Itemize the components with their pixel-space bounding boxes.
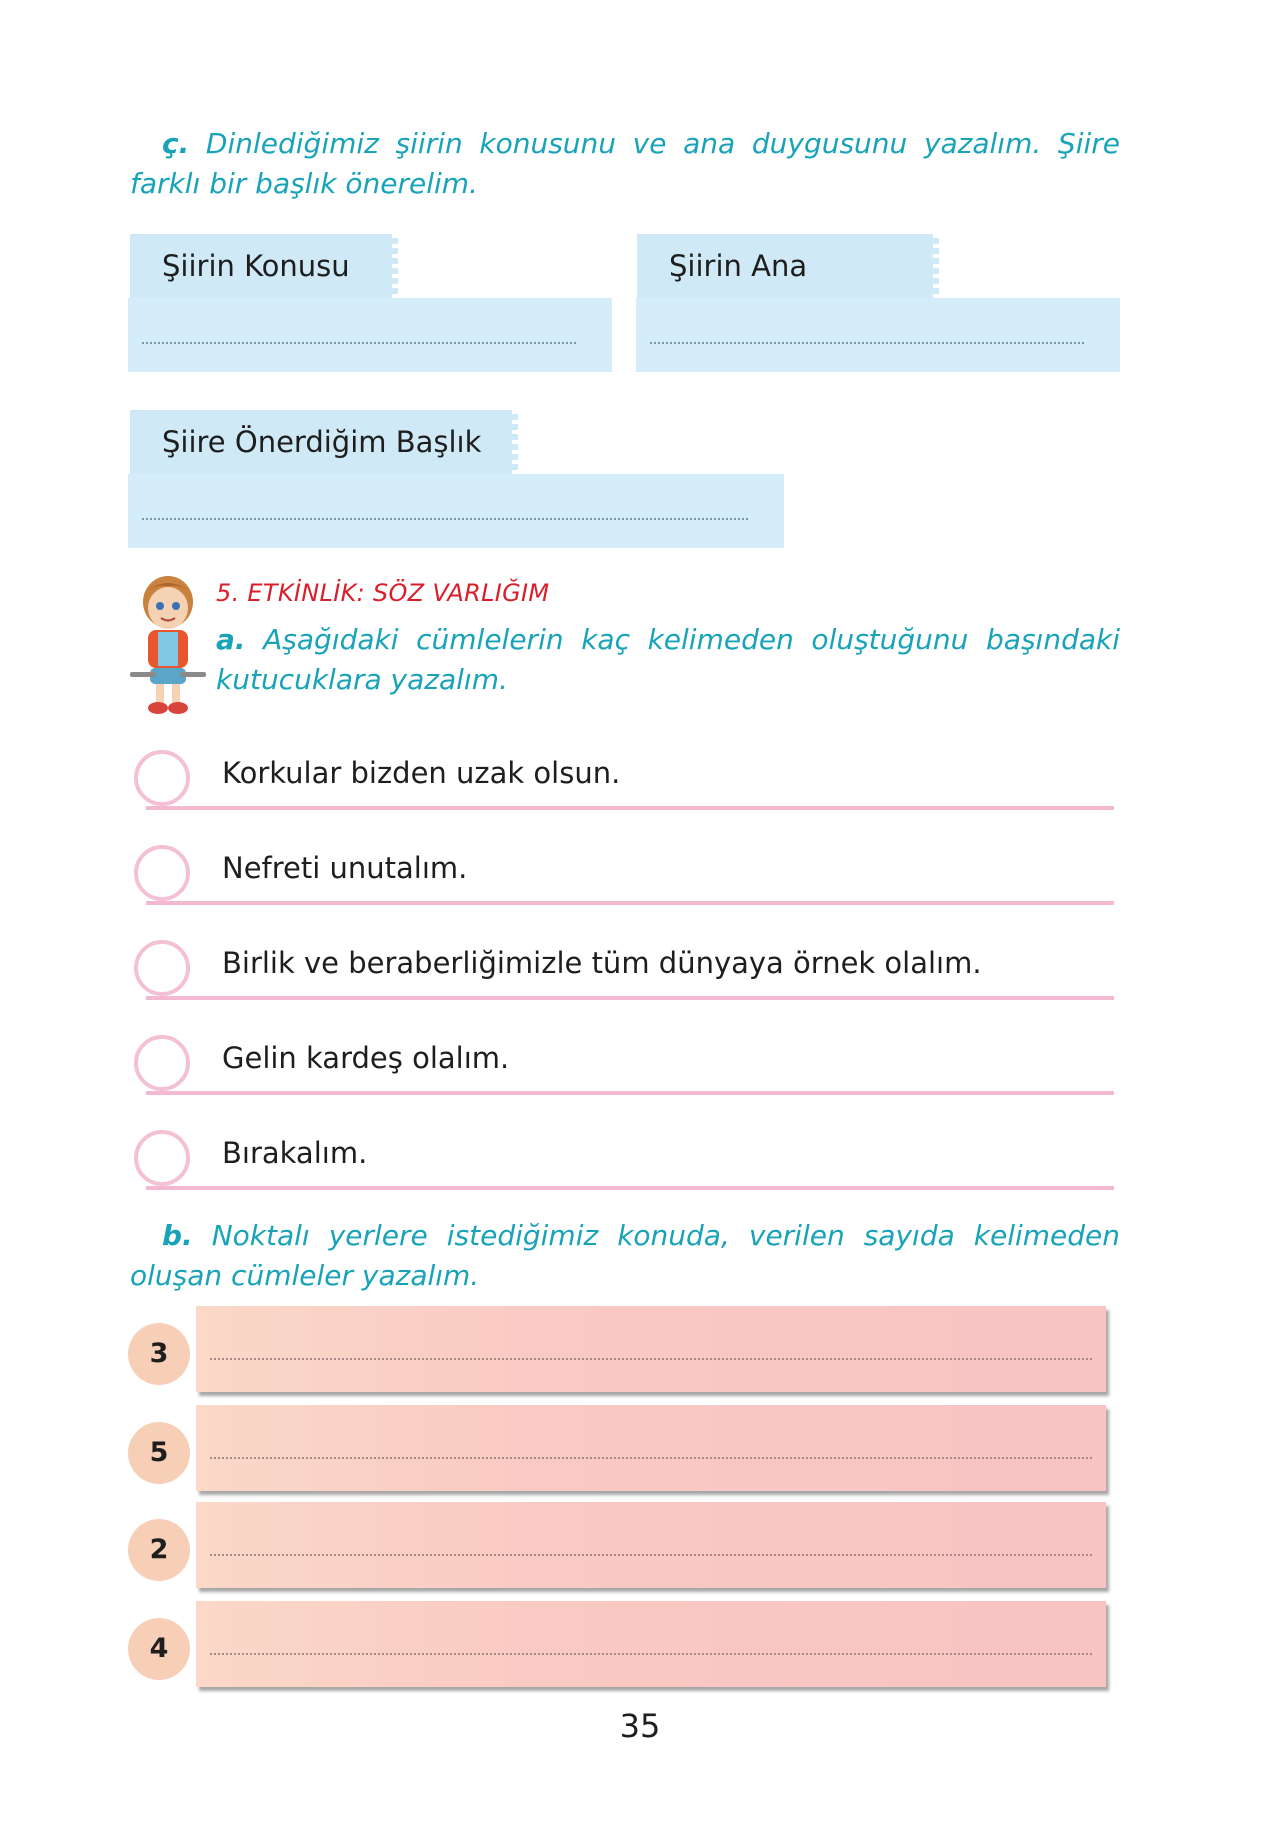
sentence-text: Gelin kardeş olalım. [222,1041,510,1075]
instruction-c-letter: ç. [162,127,190,160]
sentence-row [134,1035,1114,1095]
instruction-b [130,1216,1120,1296]
sentence-answer-box[interactable] [196,1306,1106,1392]
instruction-a-letter: a. [216,623,246,656]
word-count-circle[interactable] [134,940,190,996]
sentence-answer-box[interactable] [196,1502,1106,1588]
word-count-circle[interactable] [134,750,190,806]
instruction-a-text: Aşağıdaki cümlelerin kaç kelimeden oluştuğunu başındaki kutucuklara yazalım. [216,623,1120,696]
sentence-text: Bırakalım. [222,1136,368,1170]
instruction-a [216,620,1120,700]
instruction-c-text: Dinlediğimiz şiirin konusunu ve ana duygusunu yazalım. Şiire farklı bir başlık önerelim. [130,127,1120,200]
dotted-line [210,1554,1092,1556]
dotted-line [650,342,1084,344]
underline [146,806,1114,810]
label-title: Şiire Önerdiğim Başlık [130,410,512,474]
sentence-text: Birlik ve beraberliğimizle tüm dünyaya örnek olalım. [222,946,982,980]
answer-box-subject[interactable] [128,298,612,372]
word-count-badge: 2 [128,1519,190,1581]
word-count-circle[interactable] [134,1130,190,1186]
answer-box-title[interactable] [128,474,784,548]
sentence-row [134,940,1114,1000]
underline [146,1186,1114,1190]
sentence-row [134,750,1114,810]
dotted-line [142,342,576,344]
word-count-circle[interactable] [134,1035,190,1091]
sentence-text: Nefreti unutalım. [222,851,468,885]
answer-box-emotion[interactable] [636,298,1120,372]
instruction-c [130,124,1120,204]
sentence-writing-row [128,1306,1106,1396]
underline [146,901,1114,905]
sentence-writing-row [128,1405,1106,1495]
word-count-badge: 3 [128,1323,190,1385]
word-count-badge: 5 [128,1422,190,1484]
child-illustration [126,572,210,718]
underline [146,996,1114,1000]
sentence-row [134,1130,1114,1190]
instruction-b-text: Noktalı yerlere istediğimiz konuda, verilen sayıda kelimeden oluşan cümleler yazalım. [130,1219,1121,1292]
sentence-text: Korkular bizden uzak olsun. [222,756,621,790]
label-subject: Şiirin Konusu [130,234,392,298]
word-count-badge: 4 [128,1618,190,1680]
sentence-writing-row [128,1601,1106,1691]
sentence-writing-row [128,1502,1106,1592]
sentence-answer-box[interactable] [196,1601,1106,1687]
word-count-circle[interactable] [134,845,190,901]
sentence-row [134,845,1114,905]
label-emotion: Şiirin Ana [637,234,933,298]
sentence-answer-box[interactable] [196,1405,1106,1491]
dotted-line [210,1358,1092,1360]
instruction-b-letter: b. [162,1219,193,1252]
dotted-line [210,1457,1092,1459]
activity-title: 5. ETKİNLİK: SÖZ VARLIĞIM [216,579,550,607]
page-number: 35 [619,1707,661,1745]
dotted-line [210,1653,1092,1655]
underline [146,1091,1114,1095]
dotted-line [142,518,748,520]
